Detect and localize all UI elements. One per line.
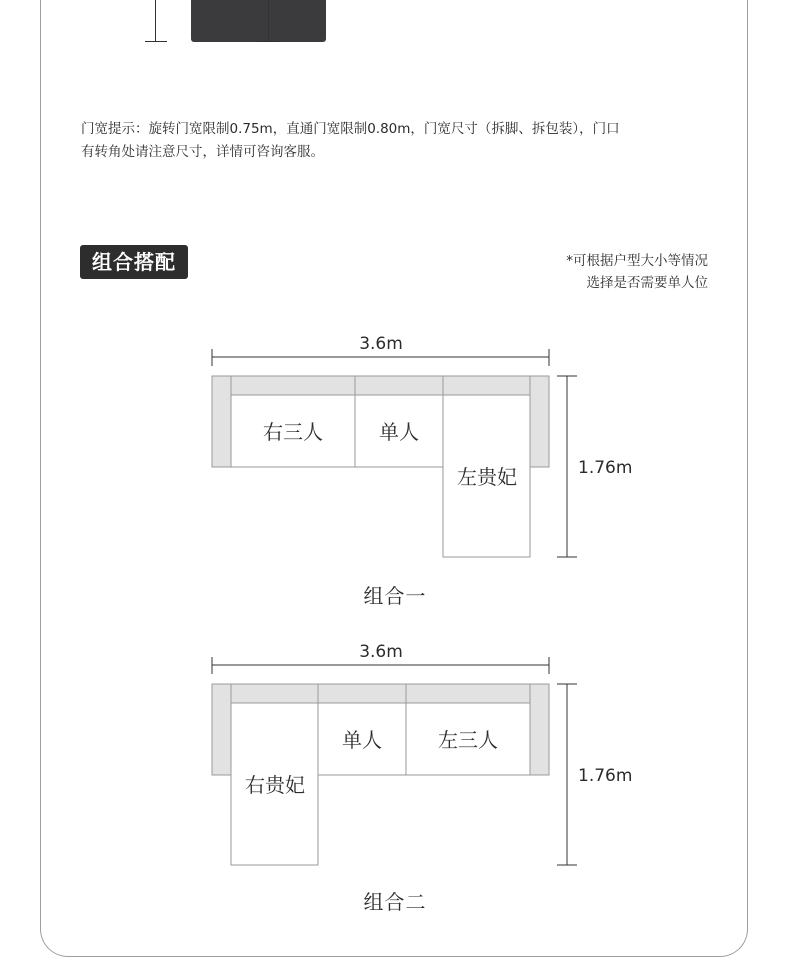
dimension-tick-right [257,41,279,42]
note-line-2: 选择是否需要单人位 [586,275,708,291]
combo1-diagram [0,330,790,570]
combo1-right-arm [530,376,549,467]
combo1-caption: 组合一 [363,584,427,608]
combo2-depth-label: 1.76m [578,766,633,786]
notice-line-2: 有转角处请注意尺寸，详情可咨询客服。 [81,144,324,160]
combo1-seat-chaise-label: 左贵妃 [457,465,517,489]
combo1-width-label: 3.6m [359,334,403,354]
combo1-backrest [212,376,549,395]
note-line-1: *可根据户型大小等情况 [566,253,708,269]
combo2-right-arm [530,684,549,775]
dimension-line-left [155,0,156,42]
combo2-left-arm [212,684,231,775]
combo1-seat-three-label: 右三人 [263,420,323,444]
combo1-depth-label: 1.76m [578,458,633,478]
combo2-seat-single-label: 单人 [342,728,382,752]
combo2-diagram [0,638,790,878]
combination-note [566,250,708,294]
combo2-caption: 组合二 [363,890,427,914]
door-width-notice [81,118,721,164]
sofa-photo-fragment [191,0,326,42]
combo1-seat-single-label: 单人 [379,420,419,444]
combo1-left-arm [212,376,231,467]
combo2-seat-three-label: 左三人 [438,728,498,752]
dimension-tick-left [145,41,167,42]
dimension-line-right [268,0,269,42]
combo2-seat-chaise-label: 右贵妃 [245,773,305,797]
section-title: 组合搭配 [80,245,188,279]
combo2-backrest [212,684,549,703]
combo2-width-label: 3.6m [359,642,403,662]
notice-line-1: 门宽提示：旋转门宽限制0.75m，直通门宽限制0.80m，门宽尺寸（拆脚、拆包装），门口 [81,121,620,137]
